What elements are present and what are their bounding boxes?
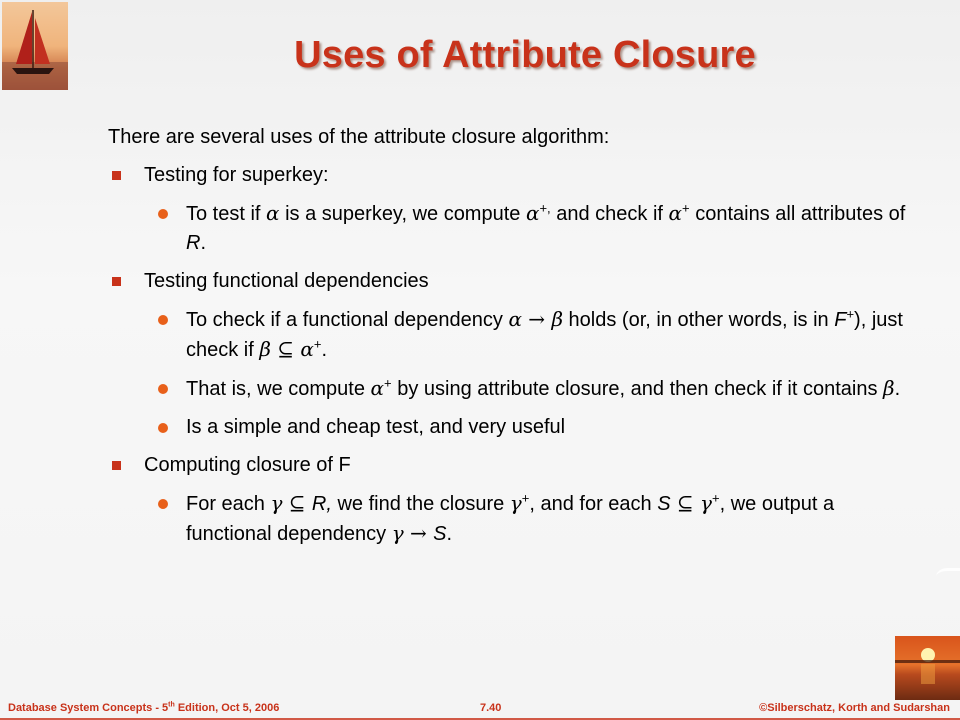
- f-symbol: F: [834, 309, 847, 331]
- round-bullet-icon: [158, 384, 168, 394]
- text-run: ), just check if: [186, 309, 903, 361]
- bullet-label: Testing for superkey:: [144, 164, 329, 186]
- alpha-symbol: α: [266, 201, 280, 225]
- superscript: +: [846, 306, 855, 322]
- square-bullet-icon: [112, 277, 121, 286]
- text-run: holds (or, in other words, is in: [563, 309, 835, 331]
- gamma-symbol: γ: [509, 491, 522, 515]
- text-run: That is, we compute: [186, 378, 371, 400]
- alpha-symbol: α: [370, 376, 385, 400]
- gamma-symbol: γ: [391, 521, 404, 545]
- text-run: contains all attributes of: [689, 203, 906, 225]
- gamma-symbol: γ: [700, 491, 712, 515]
- slide-title: Uses of Attribute Closure: [294, 34, 756, 76]
- subset-symbol: ⊆: [270, 337, 301, 361]
- beta-symbol: β: [259, 337, 271, 361]
- sub-bullet-superkey-test: [186, 199, 908, 258]
- text-run: and check if: [550, 203, 669, 225]
- text-run: .: [446, 523, 453, 545]
- round-bullet-icon: [158, 423, 168, 433]
- text-run: is a superkey, we compute: [279, 203, 526, 225]
- bullet-label: Testing functional dependencies: [144, 270, 429, 292]
- text-run: .: [321, 339, 328, 361]
- footer-sup: th: [168, 701, 175, 709]
- bullet-closure-f: [108, 451, 908, 480]
- text-run: .: [894, 378, 901, 400]
- square-bullet-icon: [112, 461, 121, 470]
- relation-r: R,: [311, 493, 332, 515]
- text-run: .: [200, 232, 207, 254]
- superscript: +: [521, 490, 530, 506]
- round-bullet-icon: [158, 315, 168, 325]
- slide-footer: [0, 700, 960, 720]
- sub-bullet-fd-simple: [186, 413, 908, 442]
- arrow-symbol: →: [403, 521, 434, 545]
- superscript: +: [384, 375, 392, 391]
- s-symbol: S: [433, 523, 447, 545]
- alpha-symbol: α: [508, 307, 522, 331]
- footer-text: Edition, Oct 5, 2006: [174, 702, 280, 714]
- relation-r: R: [186, 232, 201, 254]
- sub-bullet-fd-compute: [186, 374, 908, 404]
- text-run: by using attribute closure, and then check if it contains: [391, 378, 884, 400]
- round-bullet-icon: [158, 499, 168, 509]
- superscript: +,: [539, 200, 551, 216]
- beta-symbol: β: [551, 307, 563, 331]
- superscript: +: [313, 336, 322, 352]
- sub-bullet-closure-each: [186, 489, 908, 549]
- text-run: Is a simple and cheap test, and very useful: [186, 416, 566, 438]
- slide-content: [108, 123, 908, 558]
- bullet-superkey: [108, 161, 908, 190]
- text-run: To test if: [186, 203, 267, 225]
- footer-page-number: 7.40: [480, 702, 502, 714]
- round-bullet-icon: [158, 209, 168, 219]
- intro-text: There are several uses of the attribute closure algorithm:: [108, 126, 610, 148]
- beta-symbol: β: [883, 376, 895, 400]
- decorative-swoosh: [936, 568, 960, 585]
- superscript: +: [712, 490, 720, 506]
- footer-copyright: ©Silberschatz, Korth and Sudarshan: [759, 702, 950, 714]
- text-run: , and for each: [529, 493, 658, 515]
- text-run: To check if a functional dependency: [186, 309, 509, 331]
- bullet-fd-testing: [108, 267, 908, 296]
- s-symbol: S: [657, 493, 671, 515]
- text-run: For each: [186, 493, 271, 515]
- subset-symbol: ⊆: [670, 491, 701, 515]
- sunset-logo: [895, 636, 960, 700]
- superscript: +: [682, 200, 690, 216]
- alpha-symbol: α: [525, 201, 540, 225]
- bullet-label: Computing closure of F: [144, 454, 351, 476]
- arrow-symbol: →: [521, 307, 552, 331]
- footer-book-info: [8, 702, 279, 714]
- square-bullet-icon: [112, 171, 121, 180]
- text-run: we find the closure: [331, 493, 510, 515]
- sub-bullet-fd-check: [186, 305, 908, 365]
- text-run: , we output a functional dependency: [186, 493, 835, 545]
- alpha-symbol: α: [300, 337, 314, 361]
- gamma-symbol: γ: [270, 491, 283, 515]
- footer-text: Database System Concepts - 5: [8, 702, 169, 714]
- alpha-symbol: α: [668, 201, 683, 225]
- subset-symbol: ⊆: [282, 491, 312, 515]
